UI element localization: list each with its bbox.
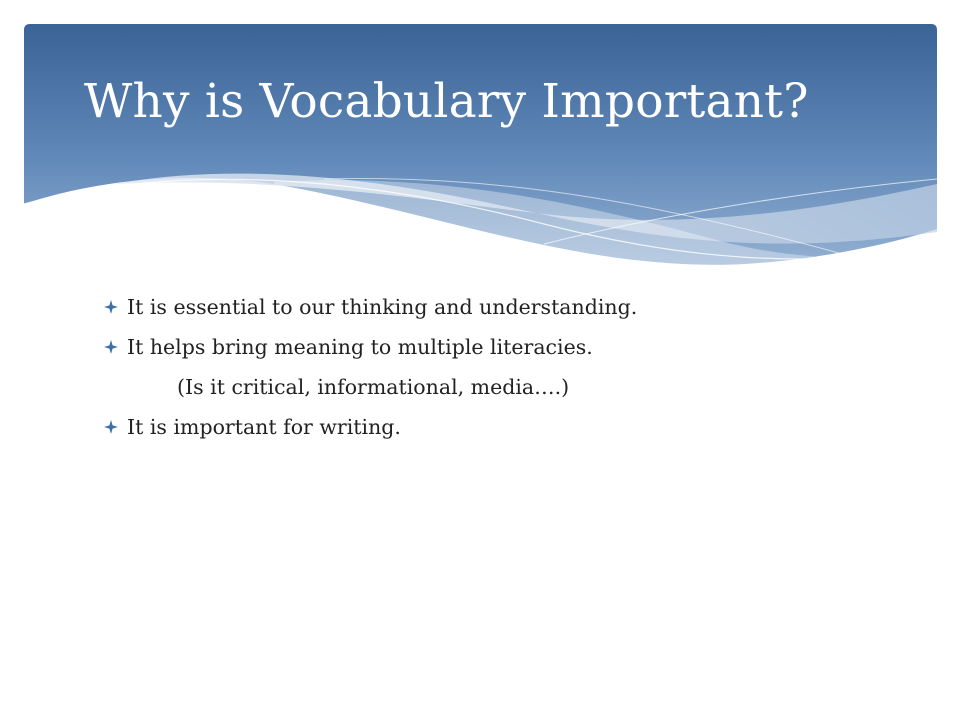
slide-title: Why is Vocabulary Important? bbox=[84, 74, 809, 129]
bullet-list bbox=[104, 287, 904, 447]
list-item bbox=[104, 327, 904, 367]
wave-banner-graphic bbox=[24, 24, 937, 274]
list-item-text: (Is it critical, informational, media….) bbox=[177, 375, 570, 399]
list-item-text: It is important for writing. bbox=[127, 415, 401, 439]
list-item-text: It helps bring meaning to multiple literacies. bbox=[127, 335, 593, 359]
list-item bbox=[104, 407, 904, 447]
list-item-continuation bbox=[104, 367, 904, 407]
diamond-bullet-icon bbox=[104, 420, 118, 434]
diamond-bullet-icon bbox=[104, 340, 118, 354]
title-banner bbox=[24, 24, 937, 274]
list-item bbox=[104, 287, 904, 327]
list-item-text: It is essential to our thinking and understanding. bbox=[127, 295, 638, 319]
diamond-bullet-icon bbox=[104, 300, 118, 314]
